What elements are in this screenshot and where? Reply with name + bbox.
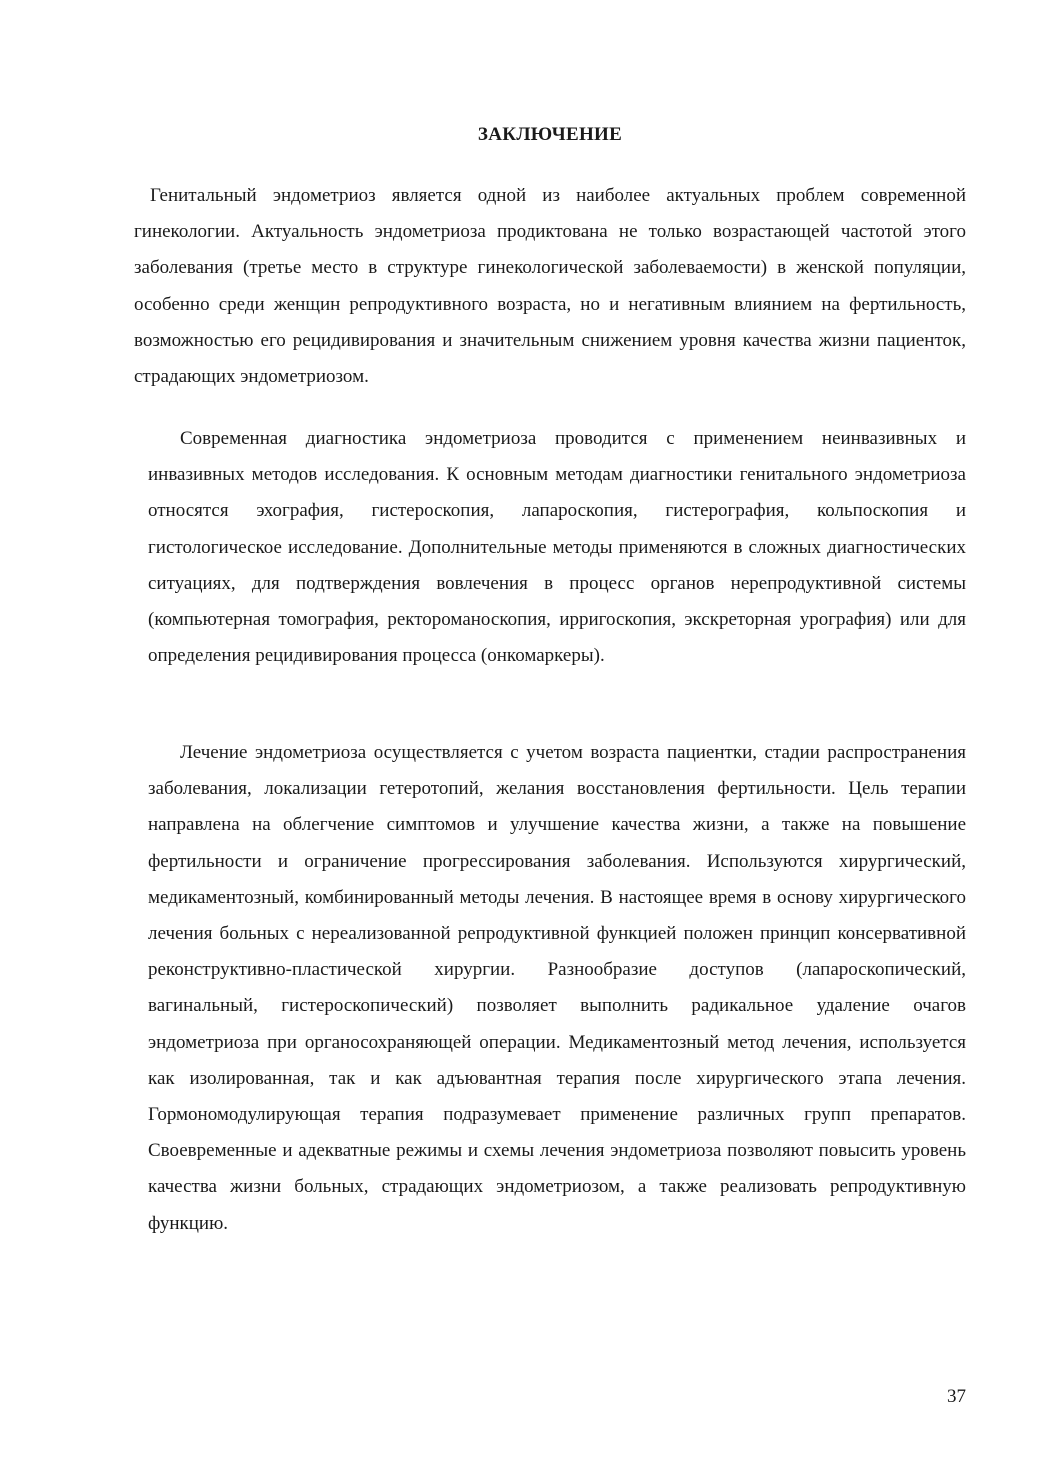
page-title: ЗАКЛЮЧЕНИЕ — [477, 124, 623, 145]
page-number: 37 — [947, 1386, 966, 1407]
paragraph-1: Генитальный эндометриоз является одной из наиболее актуальных проблем современной гинекологии. Актуальность эндометриоза продиктована не только возрастающей частотой этого заболевания (третье место в структуре гинекологической заболеваемости) в женской популяции, особенно среди женщин репродуктивного возраста, но и негативным влиянием на фертильность, возможностью его рецидивирования и значительным снижением уровня качества жизни пациенток, страдающих эндометриозом. — [134, 185, 966, 388]
paragraph-3: Лечение эндометриоза осуществляется с учетом возраста пациентки, стадии распространения заболевания, локализации гетеротопий, желания восстановления фертильности. Цель терапии направлена на облегчение симптомов и улучшение качества жизни, а также на повышение фертильности и ограничение прогрессирования заболевания. Используются хирургический, медикаментозный, комбинированный методы лечения. В настоящее время в основу хирургического лечения больных с нереализованной репродуктивной функцией положен принцип консервативной реконструктивно-пластической хирургии. Разнообразие доступов (лапароскопический, вагинальный, гистероскопический) позволяет выполнить радикальное удаление очагов эндометриоза при органосохраняющей операции. Медикаментозный метод лечения, используется как изолированная, так и как адъювантная терапия после хирургического этапа лечения. Гормономодулирующая терапия подразумевает применение различных групп препаратов. Своевременные и адекватные режимы и схемы лечения эндометриоза позволяют повысить уровень качества жизни больных, страдающих эндометриозом, а также реализовать репродуктивную функцию. — [148, 742, 966, 1234]
paragraph-2: Современная диагностика эндометриоза проводится с применением неинвазивных и инвазивных методов исследования. К основным методам диагностики генитального эндометриоза относятся эхография, гистероскопия, лапароскопия, гистерография, кольпоскопия и гистологическое исследование. Дополнительные методы применяются в сложных диагностических ситуациях, для подтверждения вовлечения в процесс органов нерепродуктивной системы (компьютерная томография, ректороманоскопия, ирригоскопия, экскреторная урография) или для определения рецидивирования процесса (онкомаркеры). — [148, 428, 966, 667]
